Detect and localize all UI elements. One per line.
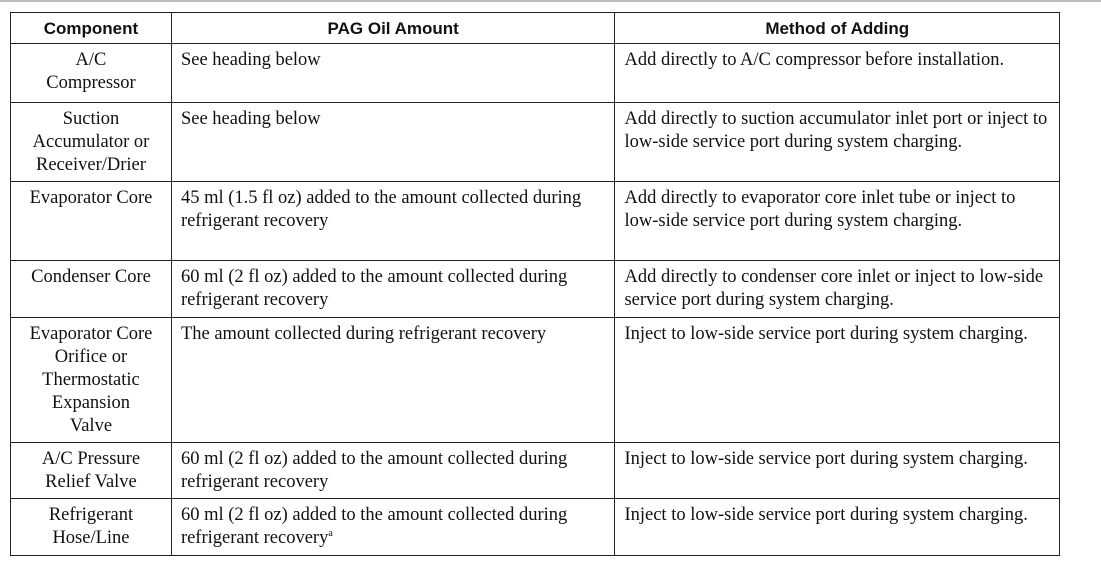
cell-pag-oil-amount <box>171 44 615 103</box>
component-line: Evaporator Core <box>29 324 153 344</box>
cell-method-of-adding <box>615 182 1060 261</box>
table-row <box>11 44 1060 103</box>
cell-component <box>11 103 172 182</box>
amount-text: 60 ml (2 fl oz) added to the amount collected during refrigerant recovery <box>180 505 568 548</box>
component-line: Hose/Line <box>52 528 130 548</box>
cell-component <box>11 261 172 318</box>
cell-component <box>11 318 172 443</box>
amount-text: See heading below <box>180 109 321 129</box>
cell-pag-oil-amount <box>171 499 615 556</box>
table-row <box>11 261 1060 318</box>
component-line: Refrigerant <box>48 505 134 525</box>
cell-component <box>11 443 172 499</box>
component-line: Suction <box>62 109 120 129</box>
method-text: Add directly to A/C compressor before installation. <box>624 50 1005 70</box>
cell-method-of-adding <box>615 499 1060 556</box>
component-line: Orifice or <box>54 347 128 367</box>
component-line: Compressor <box>46 73 136 93</box>
table-row <box>11 182 1060 261</box>
header-method-of-adding: Method of Adding <box>615 13 1060 44</box>
component-line: Evaporator Core <box>29 188 153 208</box>
amount-text: The amount collected during refrigerant recovery <box>180 324 547 344</box>
cell-pag-oil-amount <box>171 443 615 499</box>
footnote-marker: a <box>328 527 333 539</box>
table-header-row <box>11 13 1060 44</box>
table-row <box>11 443 1060 499</box>
component-line: Valve <box>69 416 113 436</box>
pag-oil-table <box>10 12 1060 556</box>
cell-pag-oil-amount <box>171 103 615 182</box>
cell-method-of-adding <box>615 44 1060 103</box>
cell-component <box>11 182 172 261</box>
amount-text: See heading below <box>180 50 321 70</box>
method-text: Inject to low-side service port during system charging. <box>624 449 1028 469</box>
cell-method-of-adding <box>615 443 1060 499</box>
amount-text: 60 ml (2 fl oz) added to the amount collected during refrigerant recovery <box>180 267 568 310</box>
table-row <box>11 499 1060 556</box>
amount-text: 45 ml (1.5 fl oz) added to the amount collected during refrigerant recovery <box>180 188 582 231</box>
header-pag-oil-amount: PAG Oil Amount <box>171 13 615 44</box>
cell-method-of-adding <box>615 318 1060 443</box>
amount-text: 60 ml (2 fl oz) added to the amount collected during refrigerant recovery <box>180 449 568 492</box>
cell-component <box>11 499 172 556</box>
table-row <box>11 103 1060 182</box>
cell-component <box>11 44 172 103</box>
component-line: Relief Valve <box>45 472 137 492</box>
component-line: Thermostatic <box>42 370 140 390</box>
component-line: A/C <box>75 50 107 70</box>
cell-pag-oil-amount <box>171 182 615 261</box>
cell-pag-oil-amount <box>171 261 615 318</box>
component-line: A/C Pressure <box>41 449 141 469</box>
method-text: Add directly to condenser core inlet or inject to low-side service port during system charging. <box>624 267 1044 310</box>
method-text: Inject to low-side service port during system charging. <box>624 324 1028 344</box>
top-divider <box>0 0 1101 2</box>
cell-method-of-adding <box>615 261 1060 318</box>
method-text: Add directly to evaporator core inlet tube or inject to low-side service port during system charging. <box>624 188 1016 231</box>
method-text: Add directly to suction accumulator inlet port or inject to low-side service port during system charging. <box>624 109 1048 152</box>
table-row <box>11 318 1060 443</box>
component-line: Expansion <box>51 393 131 413</box>
header-component: Component <box>11 13 172 44</box>
component-line: Condenser Core <box>31 267 151 287</box>
component-line: Accumulator or <box>32 132 150 152</box>
component-line: Receiver/Drier <box>36 155 146 175</box>
cell-method-of-adding <box>615 103 1060 182</box>
cell-pag-oil-amount <box>171 318 615 443</box>
method-text: Inject to low-side service port during system charging. <box>624 505 1028 525</box>
